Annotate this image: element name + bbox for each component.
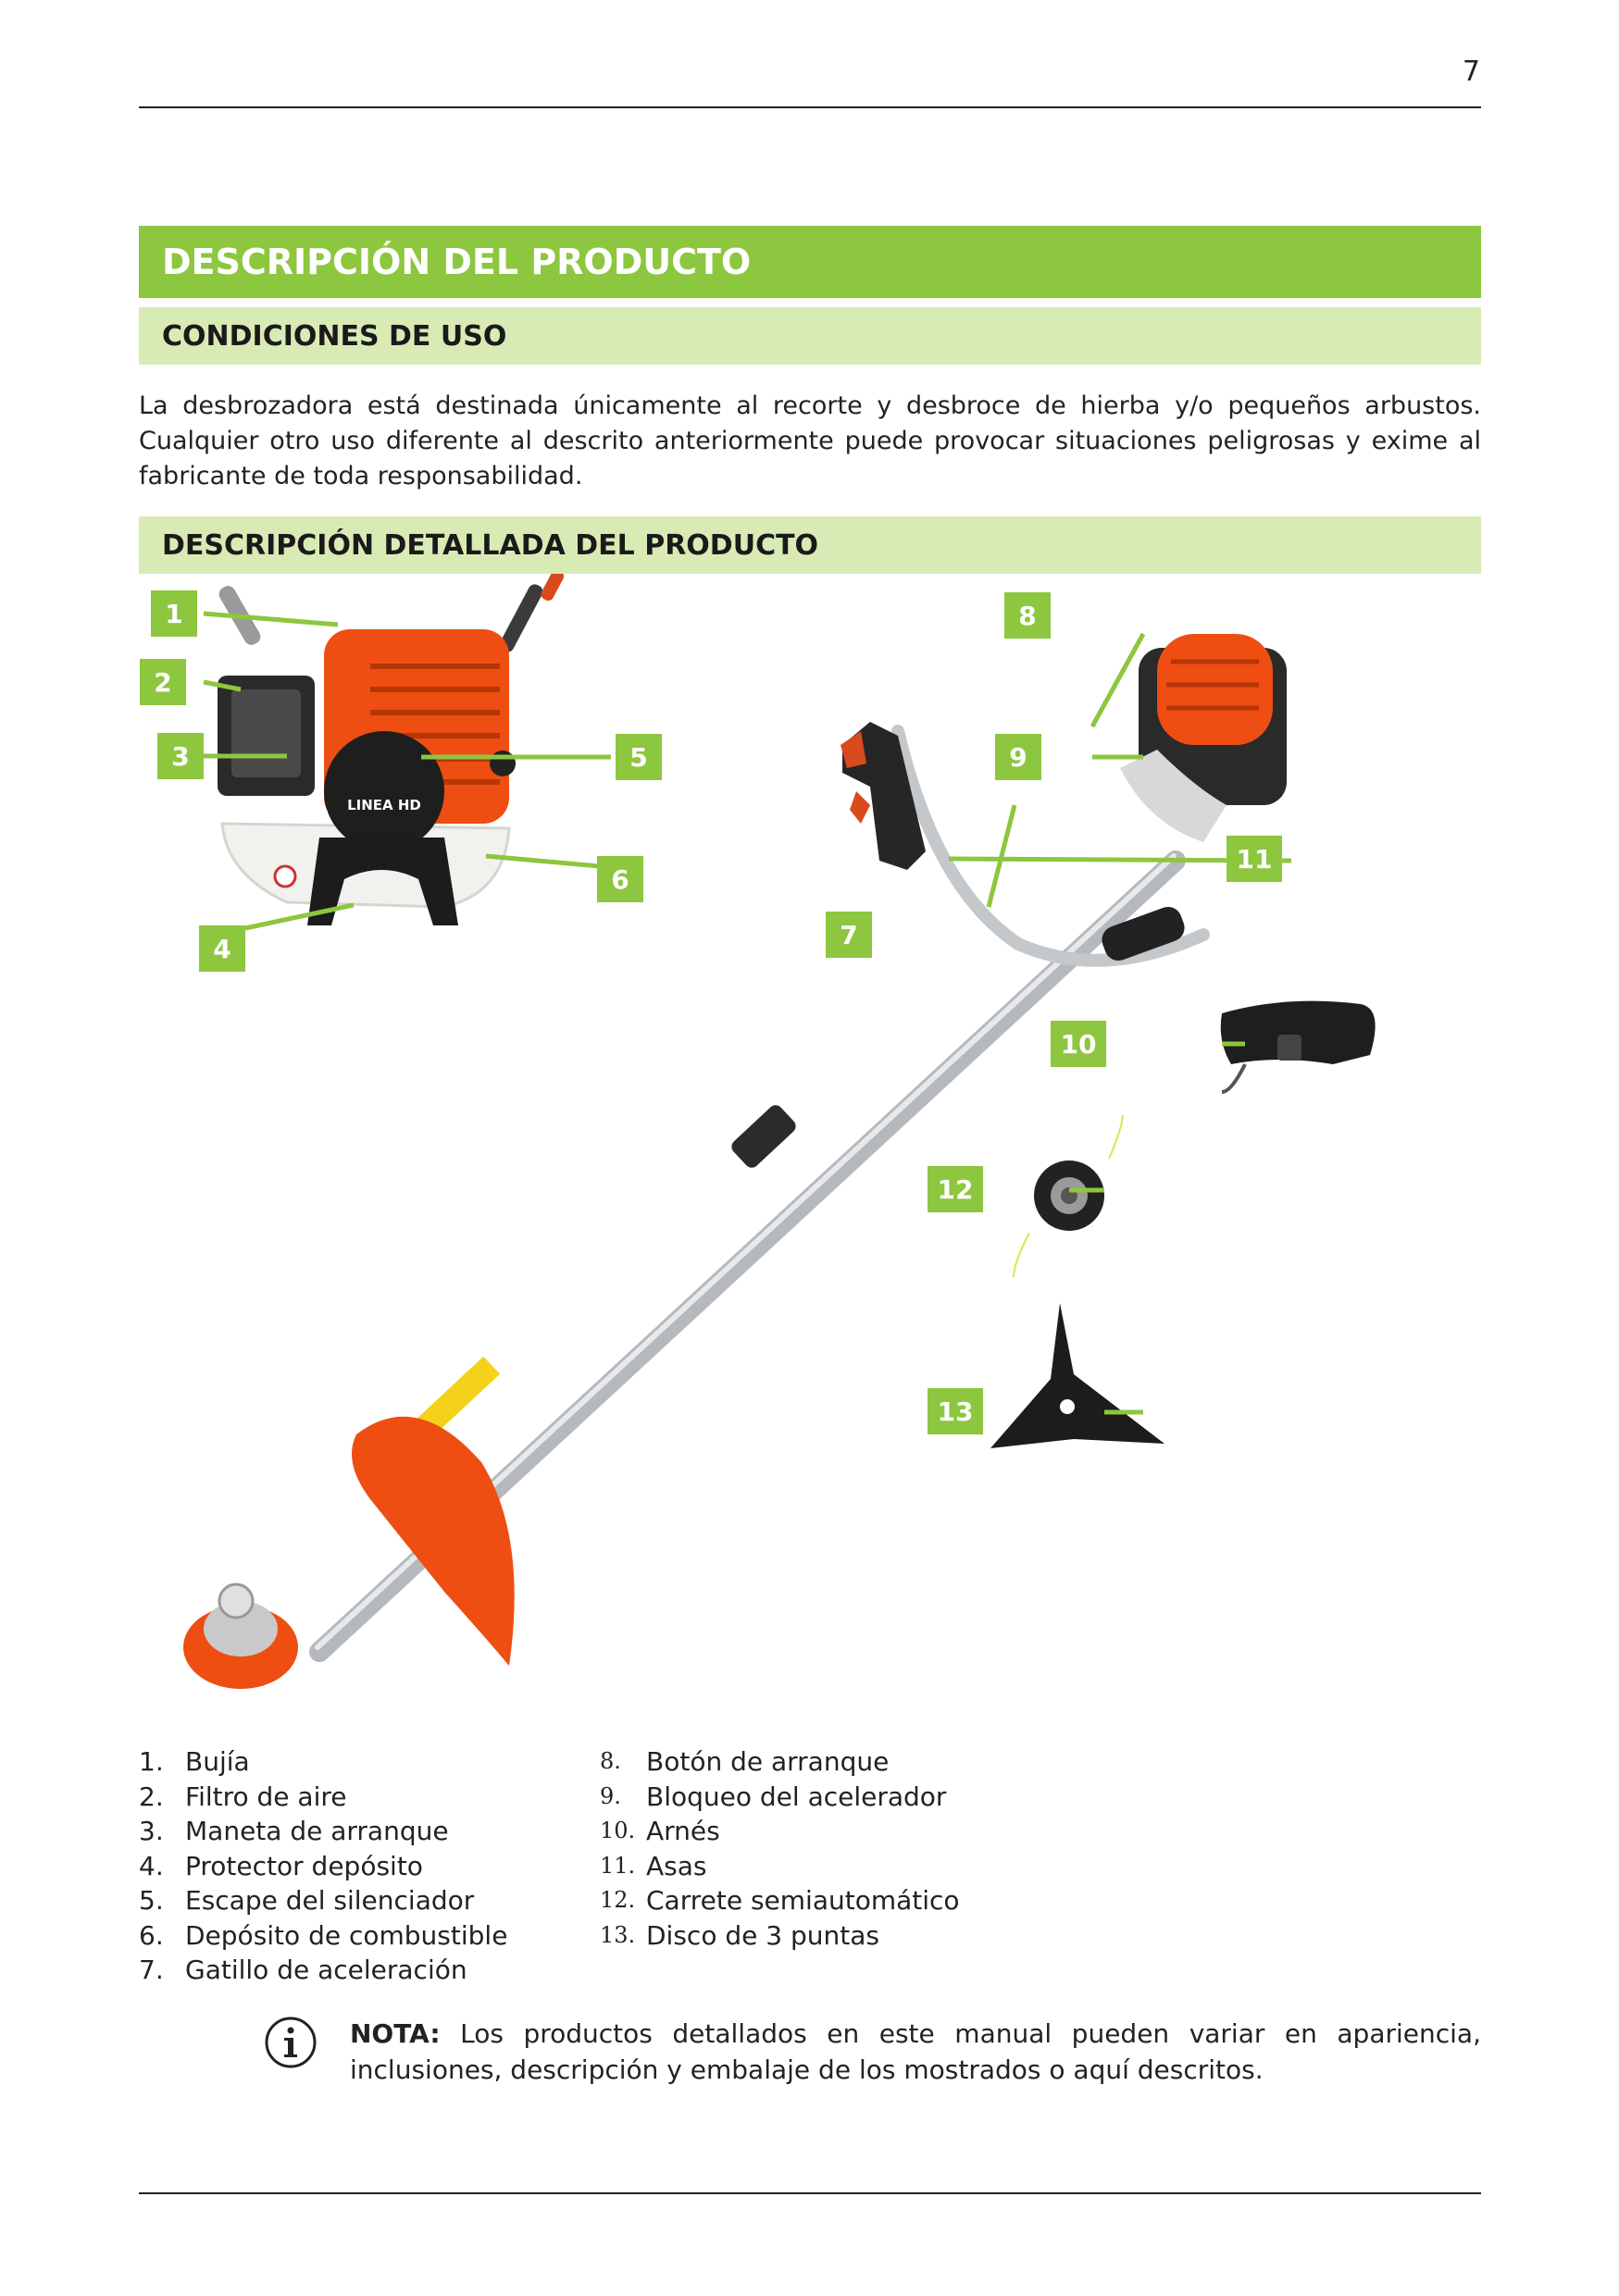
svg-text:12: 12 [937,1174,974,1205]
list-item: 10. Arnés [600,1816,720,1846]
page-number: 7 [1462,56,1480,88]
svg-text:9: 9 [1009,742,1027,773]
callout-8 [1004,592,1051,639]
list-item: 1. Bujía [139,1746,250,1777]
svg-text:6: 6 [611,864,629,895]
list-item: 11. Asas [600,1850,707,1881]
callout-2 [140,659,186,705]
svg-text:10: 10 [1060,1029,1097,1060]
callout-3 [157,733,204,779]
callout-10 [1051,1021,1106,1067]
list-item: 12. Carrete semiautomático [600,1885,960,1916]
list-item: 8. Botón de arranque [600,1746,890,1777]
product-diagram [139,574,1481,1749]
header-rule [139,106,1481,108]
svg-text:1: 1 [165,599,183,629]
callout-12 [928,1166,983,1212]
svg-text:7: 7 [840,920,858,950]
callout-11 [1227,836,1282,882]
list-item: 6. Depósito de combustible [139,1919,508,1951]
section-title: DESCRIPCIÓN DEL PRODUCTO [139,226,1481,298]
callout-9 [995,734,1041,780]
info-icon [264,2016,318,2069]
note-box [268,2016,1481,2088]
svg-text:5: 5 [629,742,648,773]
svg-text:13: 13 [937,1396,974,1427]
list-item: 3. Maneta de arranque [139,1816,449,1846]
svg-text:8: 8 [1018,601,1037,631]
engine-illustration [217,574,566,925]
usage-paragraph: La desbrozadora está destinada únicamente al recorte y desbroce de hierba y/o pequeños arbustos. Cualquier otro uso diferente al descrito anteriormente puede provocar situaciones peligrosas y exime al fabricante de toda responsabilidad. [139,391,1481,490]
callout-7 [826,912,872,958]
parts-list-2 [600,1744,960,1953]
note-label: NOTA: [350,2018,441,2049]
callout-5 [616,734,662,780]
note-text: Los productos detallados en este manual pueden variar en apariencia, inclusiones, descripción y embalaje de los mostrados o aquí descritos. [350,2018,1481,2085]
callout-1 [151,590,197,637]
list-item: 4. Protector depósito [139,1850,423,1881]
callout-4 [199,925,245,972]
list-item: 5. Escape del silenciador [139,1885,475,1916]
list-item: 9. Bloqueo del acelerador [600,1781,947,1812]
detail-heading: DESCRIPCIÓN DETALLADA DEL PRODUCTO [139,516,1481,574]
engine-brand-logo: LINEA HD [347,797,421,813]
usage-heading: CONDICIONES DE USO [139,307,1481,365]
parts-list-1 [139,1744,507,1988]
svg-text:3: 3 [171,741,190,772]
svg-text:2: 2 [154,667,172,698]
list-item: 7. Gatillo de aceleración [139,1955,467,1985]
callout-13 [928,1388,983,1434]
svg-text:4: 4 [213,934,231,964]
callout-6 [597,856,643,902]
footer-rule [139,2192,1481,2194]
list-item: 2. Filtro de aire [139,1781,347,1812]
svg-text:11: 11 [1236,844,1273,875]
list-item: 13. Disco de 3 puntas [600,1919,879,1951]
